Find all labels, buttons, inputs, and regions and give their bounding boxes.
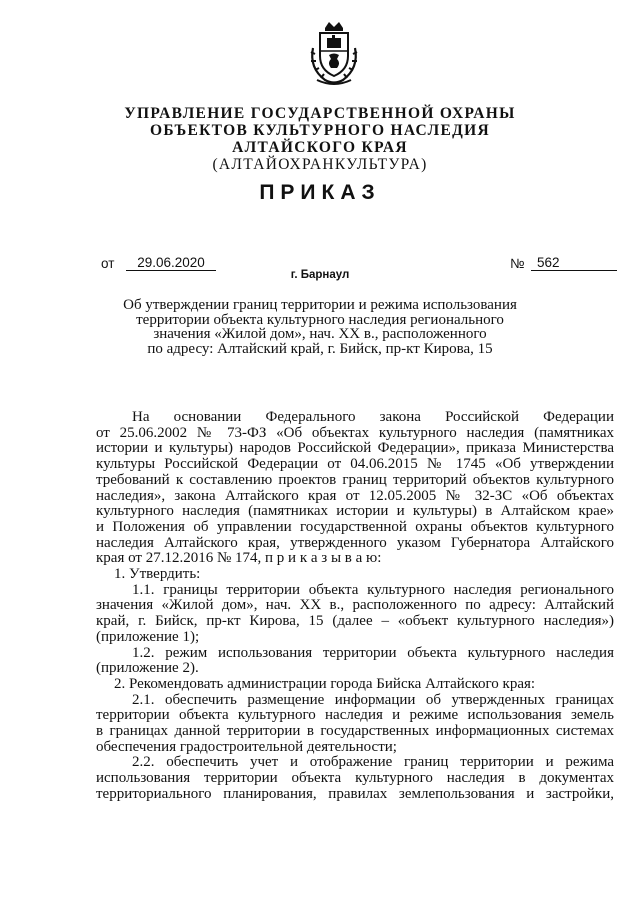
item-2-1 bbox=[96, 693, 614, 756]
org-abbreviation: (АЛТАЙОХРАНКУЛЬТУРА) bbox=[212, 156, 428, 173]
text-line: наследия», закона Алтайского края от 12.05.2005 № 32-ЗС «Об объектах bbox=[96, 487, 614, 504]
subject-line: по адресу: Алтайский край, г. Бийск, пр-кт Кирова, 15 bbox=[147, 340, 493, 357]
org-line-1: УПРАВЛЕНИЕ ГОСУДАРСТВЕННОЙ ОХРАНЫ bbox=[124, 105, 516, 122]
date-prefix: от bbox=[101, 256, 115, 271]
item-1-2 bbox=[96, 646, 614, 677]
org-line-3: АЛТАЙСКОГО КРАЯ bbox=[232, 139, 408, 156]
text-line: территории объекта культурного наследия и режиме использования земель bbox=[96, 707, 614, 724]
text-line: наследия Алтайского края, утвержденного указом Губернатора Алтайского bbox=[96, 534, 614, 551]
order-number: 562 bbox=[531, 255, 617, 271]
org-line-2: ОБЪЕКТОВ КУЛЬТУРНОГО НАСЛЕДИЯ bbox=[150, 122, 490, 139]
text-line: требований к составлению проектов границ территорий объектов культурного bbox=[96, 471, 614, 488]
text-line: 2.1. обеспечить размещение информации об утвержденных границах bbox=[132, 691, 614, 708]
text-line: истории и культуры) народов Российской Федерации», приказа Министерства bbox=[96, 440, 614, 457]
order-date: 29.06.2020 bbox=[126, 255, 216, 271]
text-line: от 25.06.2002 № 73-ФЗ «Об объектах культурного наследия (памятниках bbox=[96, 424, 614, 441]
subject-line: территории объекта культурного наследия регионального bbox=[136, 311, 504, 328]
text-line: территориального планирования, правилах землепользования и застройки, bbox=[96, 785, 614, 802]
order-subject bbox=[110, 298, 530, 356]
item-2-2 bbox=[96, 755, 614, 802]
item-1: 1. Утвердить: bbox=[114, 566, 201, 583]
city-name: г. Барнаул bbox=[290, 269, 350, 281]
subject-line: Об утверждении границ территории и режима использования bbox=[123, 297, 517, 313]
text-line: значения «Жилой дом», нач. XX в., расположенного по адресу: Алтайский bbox=[96, 597, 614, 614]
text-line: и Положения об управлении государственной охраны объектов культурного bbox=[96, 518, 614, 535]
text-line: культурного наследия (памятниках истории и культуры) в Алтайском крае» bbox=[96, 503, 614, 520]
item-2: 2. Рекомендовать администрации города Бийска Алтайского края: bbox=[114, 675, 536, 692]
text-line: край, г. Бийск, пр-кт Кирова, 15 (далее – «объект культурного наследия») bbox=[96, 613, 614, 630]
preamble-paragraph bbox=[96, 410, 614, 567]
text-line: края от 27.12.2016 № 174, п р и к а з ы в а ю: bbox=[96, 550, 382, 567]
text-line: использования территории объекта культурного наследия в документах bbox=[96, 770, 614, 787]
text-line: обеспечения градостроительной деятельности; bbox=[96, 738, 397, 755]
document-type-title: ПРИКАЗ bbox=[259, 181, 381, 204]
text-line: (приложение 1); bbox=[96, 628, 200, 645]
text-line: 2.2. обеспечить учет и отображение границ территории и режима bbox=[132, 754, 614, 771]
text-line: (приложение 2). bbox=[96, 660, 199, 677]
text-line: 1.1. границы территории объекта культурного наследия регионального bbox=[132, 581, 614, 598]
subject-line: значения «Жилой дом», нач. XX в., расположенного bbox=[153, 326, 487, 342]
order-body bbox=[96, 410, 614, 803]
item-1-1 bbox=[96, 583, 614, 646]
number-prefix: № bbox=[510, 256, 525, 271]
text-line: культуры Российской Федерации от 04.06.2015 № 1745 «Об утверждении bbox=[96, 456, 614, 473]
text-line: 1.2. режим использования территории объекта культурного наследия bbox=[132, 644, 614, 661]
organization-name bbox=[0, 105, 640, 173]
text-line: в границах данной территории в государственных информационных системах bbox=[96, 723, 614, 740]
coat-of-arms-icon bbox=[303, 18, 365, 88]
text-line: На основании Федерального закона Российской Федерации bbox=[132, 409, 614, 425]
